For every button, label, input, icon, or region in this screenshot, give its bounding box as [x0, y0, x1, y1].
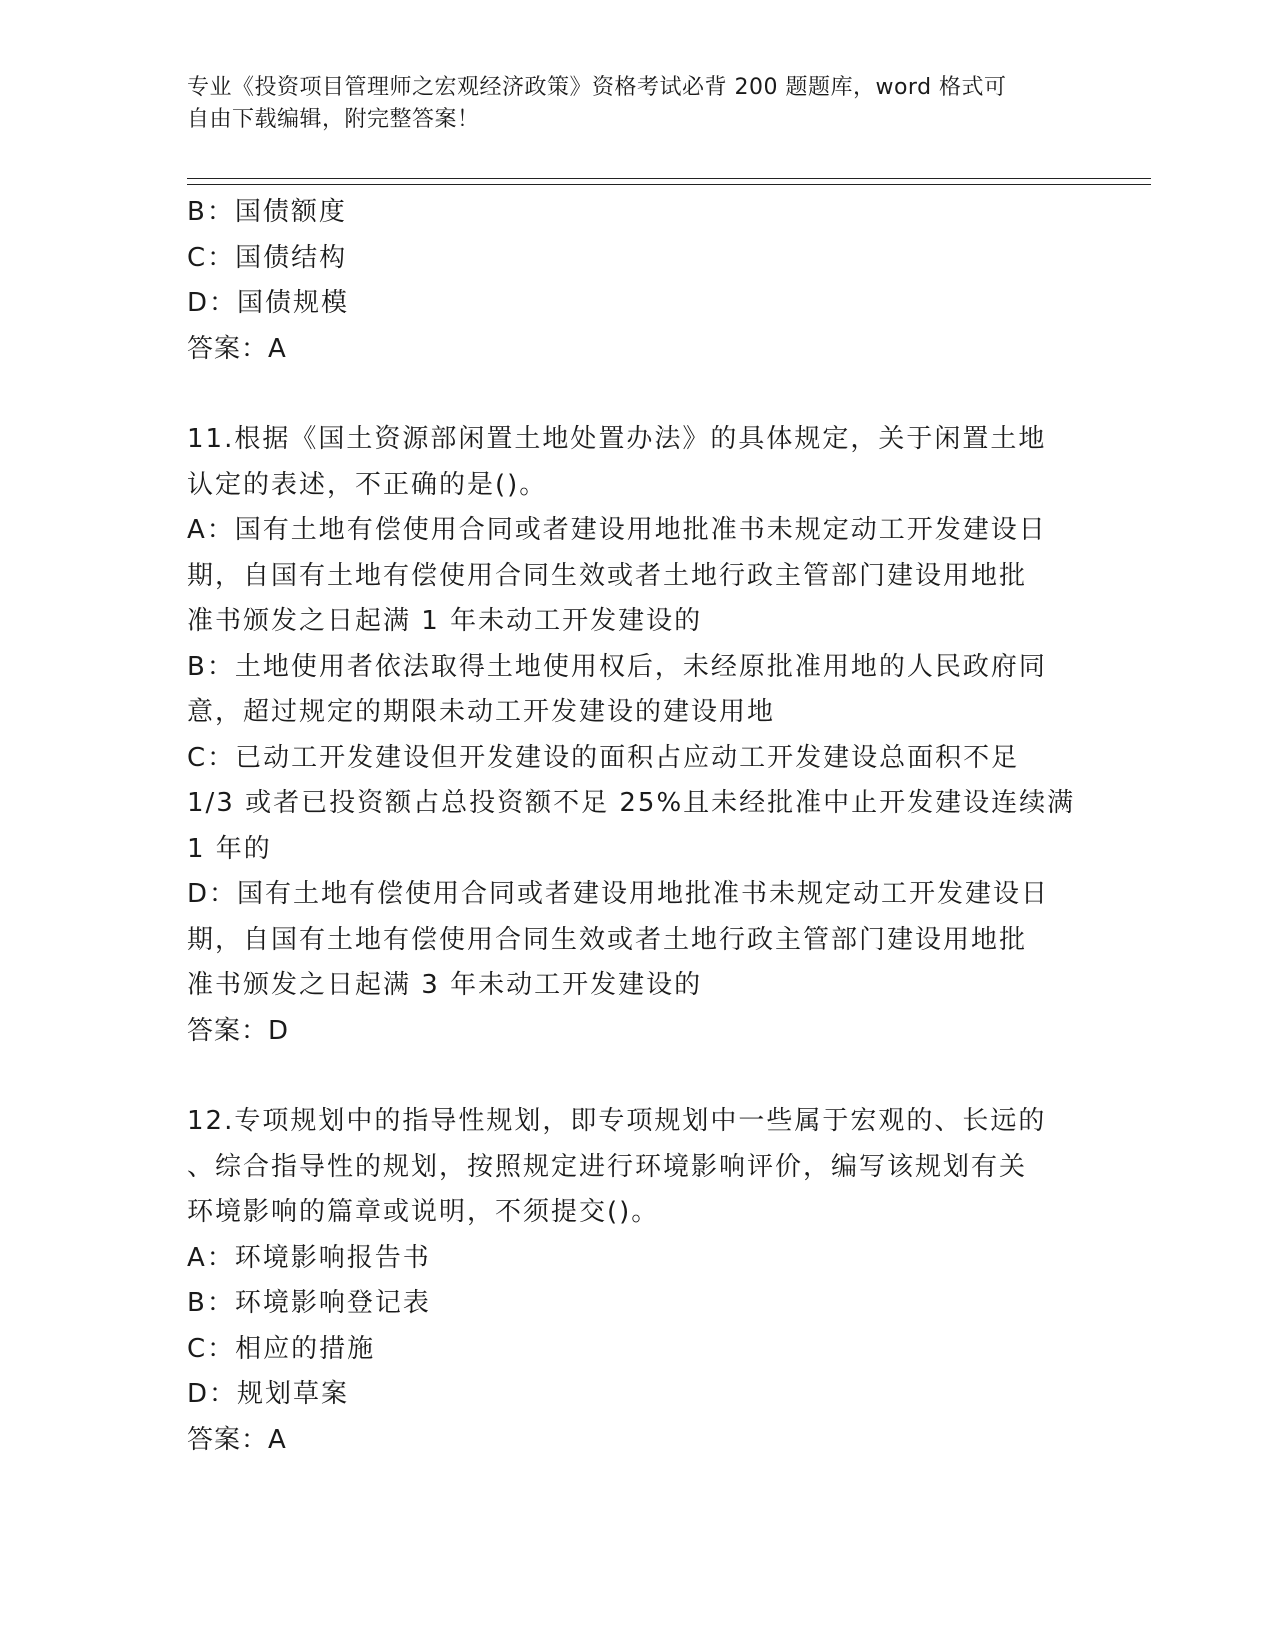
question-11 [187, 417, 1076, 1054]
page-header [187, 72, 1067, 136]
q11-option-c-line-2: 1/3 或者已投资额占总投资额不足 25%且未经批准中止开发建设连续满 [187, 788, 1076, 818]
q12-option-c: C：相应的措施 [187, 1333, 376, 1364]
q11-option-a-line-1: A：国有土地有偿使用合同或者建设用地批准书未规定动工开发建设日 [187, 515, 1047, 545]
q11-option-a-line-3: 准书颁发之日起满 1 年未动工开发建设的 [187, 606, 703, 636]
q12-answer: 答案：A [187, 1424, 287, 1455]
q12-option-b: B：环境影响登记表 [187, 1288, 431, 1318]
q10-option-b: B：国债额度 [187, 197, 347, 227]
q11-option-b-line-2: 意，超过规定的期限未动工开发建设的建设用地 [187, 697, 776, 727]
question-content [187, 190, 1076, 1463]
q12-stem-line-3: 环境影响的篇章或说明，不须提交()。 [187, 1197, 660, 1227]
spacer [187, 372, 1067, 417]
q11-option-d-line-2: 期，自国有土地有偿使用合同生效或者土地行政主管部门建设用地批 [187, 924, 1028, 955]
q11-option-a-line-2: 期，自国有土地有偿使用合同生效或者土地行政主管部门建设用地批 [187, 560, 1028, 591]
q12-option-d: D：规划草案 [187, 1379, 350, 1409]
q11-option-b-line-1: B：土地使用者依法取得土地使用权后，未经原批准用地的人民政府同 [187, 651, 1047, 682]
q10-option-d: D：国债规模 [187, 288, 350, 318]
q10-option-c: C：国债结构 [187, 242, 348, 273]
question-10-tail [187, 190, 1067, 372]
q11-option-d-line-1: D：国有土地有偿使用合同或者建设用地批准书未规定动工开发建设日 [187, 879, 1050, 909]
q12-stem-line-1: 12.专项规划中的指导性规划，即专项规划中一些属于宏观的、长远的 [187, 1106, 1047, 1136]
header-title-line-2: 自由下载编辑，附完整答案！ [187, 107, 480, 132]
q11-option-d-line-3: 准书颁发之日起满 3 年未动工开发建设的 [187, 970, 703, 1000]
q12-option-a: A：环境影响报告书 [187, 1242, 431, 1273]
q10-answer: 答案：A [187, 333, 287, 364]
q11-stem-line-2: 认定的表述，不正确的是()。 [187, 469, 548, 500]
q11-option-c-line-1: C：已动工开发建设但开发建设的面积占应动工开发建设总面积不足 [187, 742, 1020, 773]
q11-answer: 答案：D [187, 1015, 290, 1046]
header-divider-top [187, 178, 1151, 179]
spacer [187, 1054, 1067, 1099]
header-title-line-1: 专业《投资项目管理师之宏观经济政策》资格考试必背 200 题题库，word 格式可 [187, 75, 1007, 100]
question-12 [187, 1099, 1067, 1463]
header-divider-bottom [187, 184, 1151, 185]
q11-stem-line-1: 11.根据《国土资源部闲置土地处置办法》的具体规定，关于闲置土地 [187, 424, 1047, 454]
q12-stem-line-2: 、综合指导性的规划，按照规定进行环境影响评价，编写该规划有关 [187, 1151, 1028, 1182]
q11-option-c-line-3: 1 年的 [187, 833, 272, 864]
